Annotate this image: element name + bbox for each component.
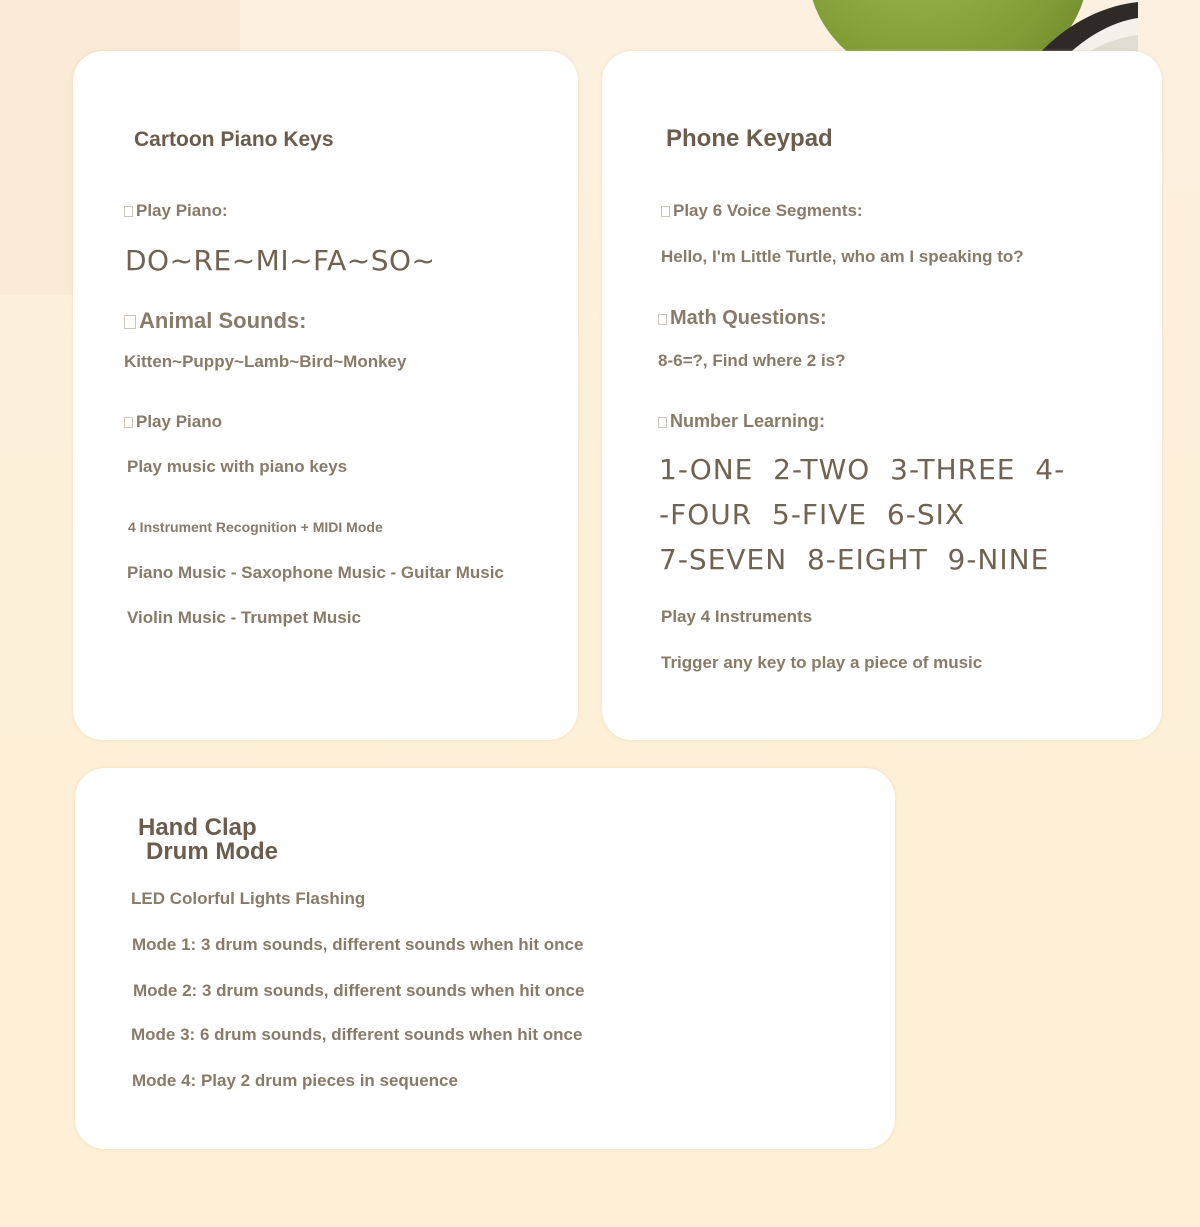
drum-mode-4: Mode 4: Play 2 drum pieces in sequence (132, 1071, 458, 1090)
math-questions-label: Math Questions: (670, 307, 827, 329)
play-piano-label-2: Play Piano (136, 412, 222, 431)
piano-card-title: Cartoon Piano Keys (134, 128, 334, 151)
drum-card-title-line-2: Drum Mode (146, 838, 278, 865)
checkbox-icon (124, 206, 133, 217)
number-learning-heading (658, 411, 825, 431)
checkbox-icon (661, 206, 670, 217)
voice-segment-text: Hello, I'm Little Turtle, who am I speaking to? (661, 247, 1024, 266)
play-piano-description: Play music with piano keys (127, 457, 348, 476)
instrument-recognition-heading: 4 Instrument Recognition + MIDI Mode (128, 519, 383, 535)
play-piano-heading (124, 201, 228, 221)
solfege-scale: DO~RE~MI~FA~SO~ (125, 244, 436, 277)
drum-mode-3: Mode 3: 6 drum sounds, different sounds when hit once (131, 1025, 583, 1044)
drum-mode-1: Mode 1: 3 drum sounds, different sounds when hit once (132, 935, 584, 954)
animal-sounds-heading (124, 308, 306, 334)
play-piano-heading-2 (124, 412, 222, 432)
play-piano-label: Play Piano: (136, 201, 228, 220)
drum-card-title-line-1: Hand Clap (138, 814, 257, 841)
animal-sounds-list: Kitten~Puppy~Lamb~Bird~Monkey (124, 352, 407, 371)
phone-card-title: Phone Keypad (666, 125, 833, 152)
voice-segments-heading (661, 201, 863, 221)
checkbox-icon (124, 417, 133, 428)
play-instruments-text: Trigger any key to play a piece of music (661, 653, 983, 672)
math-questions-heading (658, 306, 827, 330)
checkbox-icon (124, 315, 136, 329)
drum-mode-2: Mode 2: 3 drum sounds, different sounds when hit once (133, 981, 585, 1000)
checkbox-icon (658, 417, 667, 428)
instruments-line-2: Violin Music - Trumpet Music (127, 608, 361, 627)
numbers-line-1: 1-ONE 2-TWO 3-THREE 4- (659, 453, 1066, 486)
piano-keys-card (73, 51, 578, 740)
instruments-line-1: Piano Music - Saxophone Music - Guitar Music (127, 563, 504, 582)
number-learning-label: Number Learning: (670, 411, 826, 431)
play-instruments-heading: Play 4 Instruments (661, 607, 813, 626)
checkbox-icon (658, 314, 667, 325)
led-lights-text: LED Colorful Lights Flashing (131, 889, 366, 908)
drum-mode-card (75, 768, 895, 1149)
math-question-text: 8-6=?, Find where 2 is? (658, 351, 846, 370)
numbers-line-2: -FOUR 5-FIVE 6-SIX (659, 498, 966, 531)
numbers-line-3: 7-SEVEN 8-EIGHT 9-NINE (659, 543, 1050, 576)
voice-segments-label: Play 6 Voice Segments: (673, 201, 863, 220)
phone-keypad-card (602, 51, 1162, 740)
animal-sounds-label: Animal Sounds: (139, 308, 307, 333)
